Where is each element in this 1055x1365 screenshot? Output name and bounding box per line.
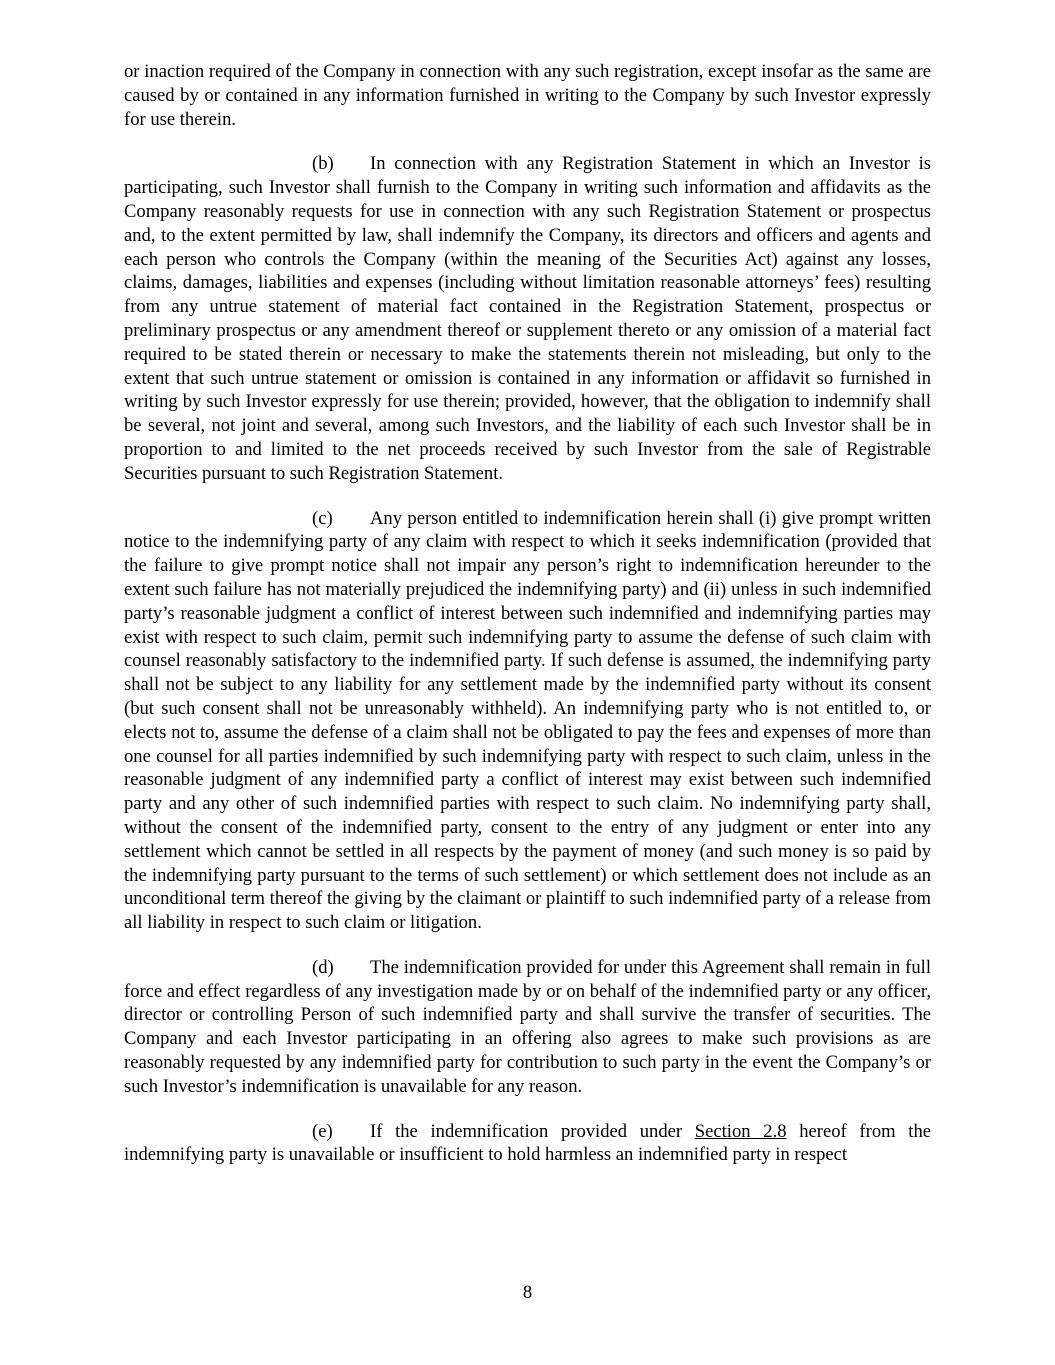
- paragraph-c: [124, 507, 931, 935]
- paragraph-e-label: (e): [312, 1120, 333, 1142]
- paragraph-continuation-text: or inaction required of the Company in connection with any such registration, except insofar as the same are caused by or contained in any information furnished in writing to the Company by such Investor expressly for use therein.: [124, 61, 931, 130]
- paragraph-b-label: (b): [312, 153, 334, 175]
- paragraph-d-text: The indemnification provided for under this Agreement shall remain in full force and effect regardless of any investigation made by or on behalf of the indemnified party or any officer, director or controlling Person of such indemnified party and shall survive the transfer of securities. The Company and each Investor participating in an offering also agrees to make such provisions as are reasonably requested by any indemnified party for contribution to such party in the event the Company’s or such Investor’s indemnification is unavailable for any reason.: [124, 956, 931, 1097]
- section-reference-link: Section 2.8: [694, 1120, 787, 1142]
- paragraph-e-text-before: If the indemnification provided under: [370, 1120, 695, 1142]
- paragraph-c-text: Any person entitled to indemnification herein shall (i) give prompt written notice to the indemnifying party of any claim with respect to which it seeks indemnification (provided that the failure to give prompt notice shall not impair any person’s right to indemnification hereunder to the extent such failure has not materially prejudiced the indemnifying party) and (ii) unless in such indemnified party’s reasonable judgment a conflict of interest between such indemnified and indemnifying parties may exist with respect to such claim, permit such indemnifying party to assume the defense of such claim with counsel reasonably satisfactory to the indemnified party. If such defense is assumed, the indemnifying party shall not be subject to any liability for any settlement made by the indemnified party without its consent (but such consent shall not be unreasonably withheld). An indemnifying party who is not entitled to, or elects not to, assume the defense of a claim shall not be obligated to pay the fees and expenses of more than one counsel for all parties indemnified by such indemnifying party with respect to such claim, unless in the reasonable judgment of any indemnified party a conflict of interest may exist between such indemnified party and any other of such indemnified parties with respect to such claim. No indemnifying party shall, without the consent of the indemnified party, consent to the entry of any judgment or enter into any settlement which cannot be settled in all respects by the payment of money (and such money is so paid by the indemnifying party pursuant to the terms of such settlement) or which settlement does not include as an unconditional term thereof the giving by the claimant or plaintiff to such indemnified party of a release from all liability in respect to such claim or litigation.: [124, 507, 931, 934]
- paragraph-c-label: (c): [312, 507, 333, 529]
- paragraph-b-text: In connection with any Registration Statement in which an Investor is participating, such Investor shall furnish to the Company in writing such information and affidavits as the Company reasonably requests for use in connection with any such Registration Statement or prospectus and, to the extent permitted by law, shall indemnify the Company, its directors and officers and agents and each person who controls the Company (within the meaning of the Securities Act) against any losses, claims, damages, liabilities and expenses (including without limitation reasonable attorneys’ fees) resulting from any untrue statement of material fact contained in the Registration Statement, prospectus or preliminary prospectus or any amendment thereof or supplement thereto or any omission of a material fact required to be stated therein or necessary to make the statements therein not misleading, but only to the extent that such untrue statement or omission is contained in any information or affidavit so furnished in writing by such Investor expressly for use therein; provided, however, that the obligation to indemnify shall be several, not joint and several, among such Investors, and the liability of each such Investor shall be in proportion to and limited to the net proceeds received by such Investor from the sale of Registrable Securities pursuant to such Registration Statement.: [124, 153, 931, 484]
- paragraph-d-label: (d): [312, 956, 334, 978]
- paragraph-b: [124, 152, 931, 485]
- paragraph-e: [124, 1120, 931, 1168]
- paragraph-continuation: [124, 60, 931, 131]
- paragraph-e-text-after: hereof from the indemnifying party is unavailable or insufficient to hold harmless an indemnified party in respect: [124, 1120, 931, 1166]
- document-page: [124, 60, 931, 1188]
- paragraph-d: [124, 956, 931, 1099]
- page-number: 8: [522, 1282, 533, 1303]
